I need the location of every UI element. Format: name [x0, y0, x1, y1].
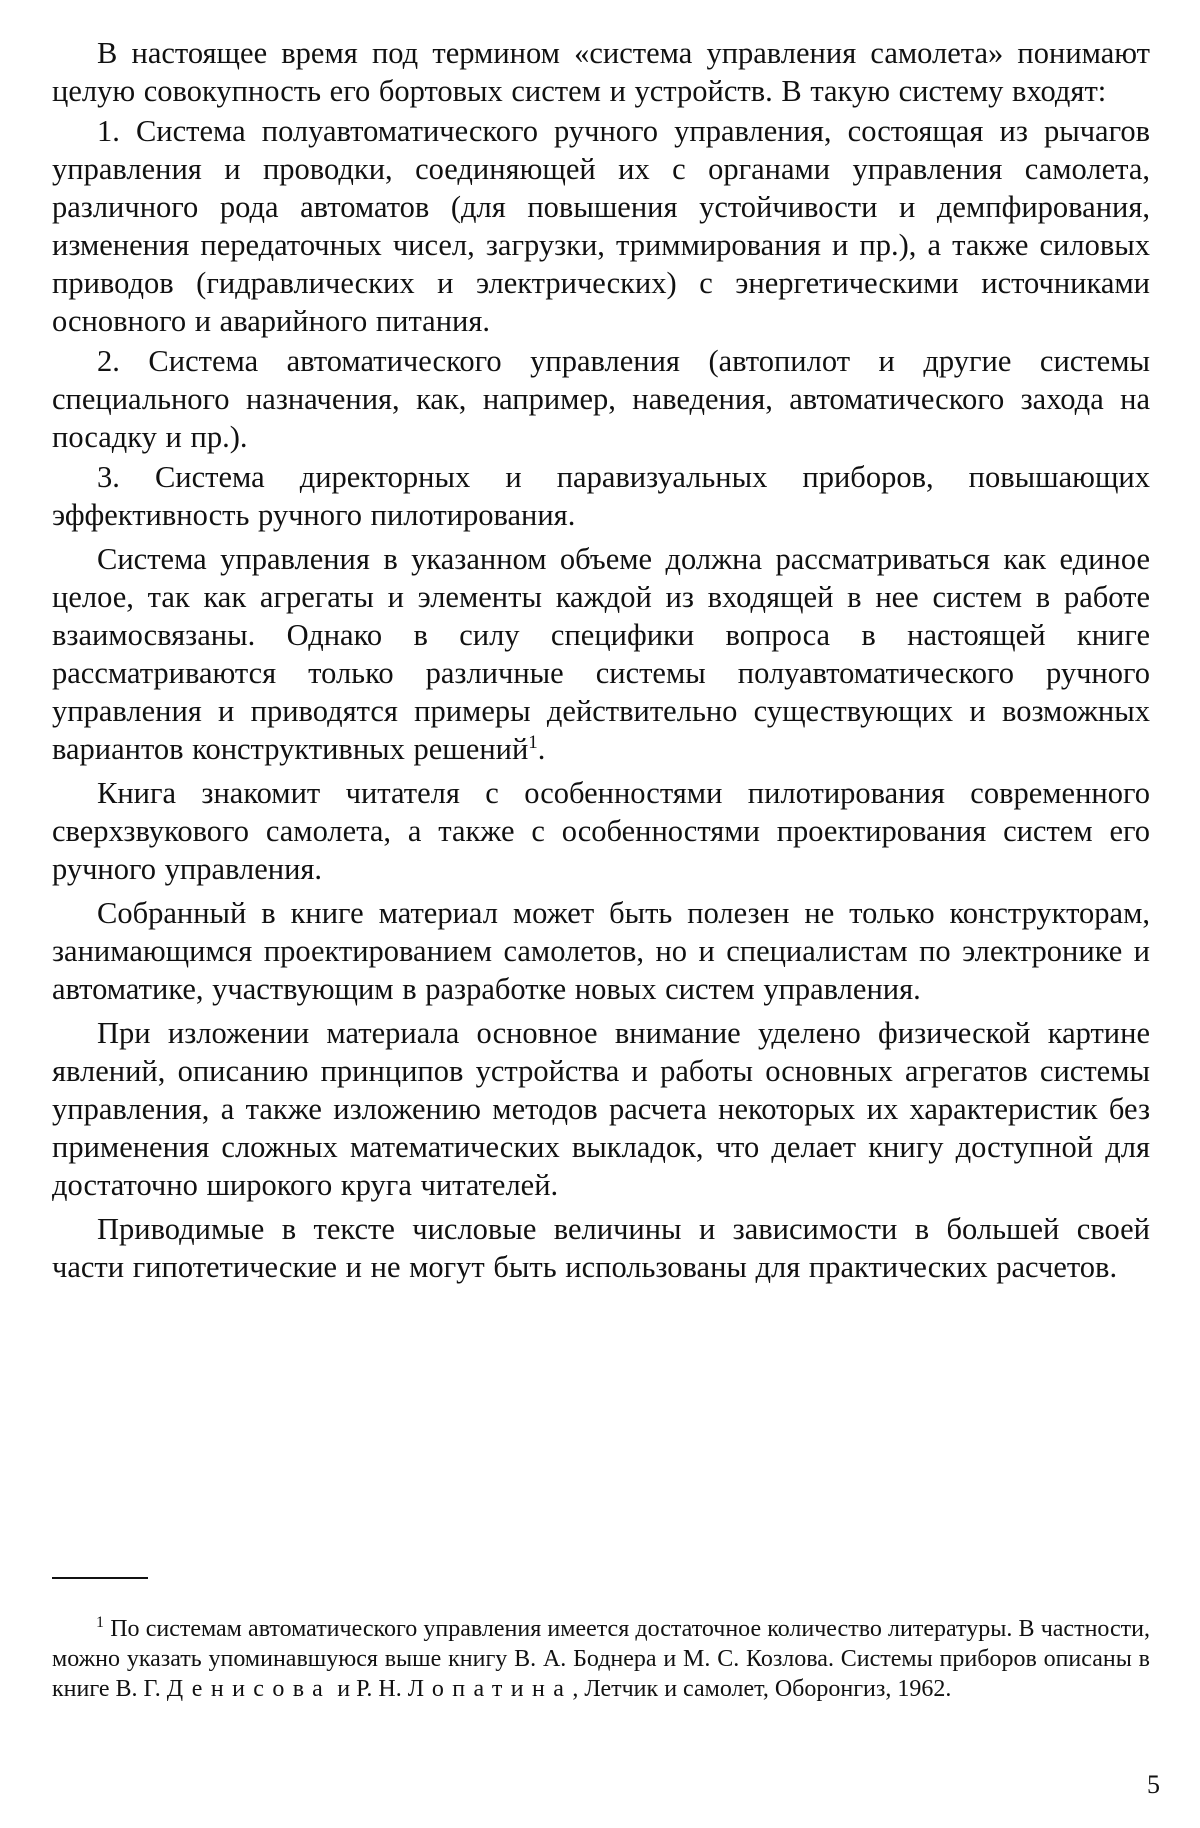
footnote-text-a: По системам автоматического управления имеется достаточное количество литературы. В частности, можно указать упоминавшуюся выше книгу В. А. Боднера и М. С. Козлова. Системы приборов описаны в книге В. Г. — [52, 1616, 1150, 1702]
footnote — [52, 1614, 1150, 1704]
list-item-director-instruments: 3. Система директорных и паравизуальных приборов, повышающих эффективность ручного пилотирования. — [52, 460, 1150, 532]
page-body — [52, 34, 1150, 1286]
paragraph-disclaimer: Приводимые в тексте числовые величины и зависимости в большей своей части гипотетические и не могут быть использованы для практических расчетов. — [52, 1212, 1150, 1284]
footnote-reference: 1 — [528, 731, 538, 753]
paragraph-scope — [52, 540, 1150, 768]
footnote-marker: 1 — [96, 1614, 104, 1631]
footnote-author-1: Денисова — [166, 1676, 332, 1702]
page-number: 5 — [1147, 1770, 1160, 1799]
footnote-text-c: , Летчик и самолет, Оборонгиз, 1962. — [572, 1676, 952, 1702]
paragraph-scope-text: Система управления в указанном объеме должна рассматриваться как единое целое, так как агрегаты и элементы каждой из входящей в нее систем в работе взаимосвязаны. Однако в силу специфики вопроса в настоящей книге рассматриваются только различные системы полуавтоматического ручного управления и приводятся примеры действительно существующих и возможных вариантов конструктивных решений — [52, 542, 1150, 766]
footnote-divider — [52, 1577, 148, 1579]
paragraph-audience: Собранный в книге материал может быть полезен не только конструкторам, занимающимся проектированием самолетов, но и специалистам по электронике и автоматике, участвующим в разработке новых систем управления. — [52, 896, 1150, 1006]
footnote-author-2: Лопатина — [407, 1676, 573, 1702]
footnote-text-b: и Р. Н. — [337, 1676, 402, 1702]
paragraph-scope-end: . — [537, 732, 546, 766]
paragraph-book-purpose: Книга знакомит читателя с особенностями пилотирования современного сверхзвукового самолета, а также с особенностями проектирования систем его ручного управления. — [52, 776, 1150, 886]
list-item-automatic-control: 2. Система автоматического управления (автопилот и другие системы специального назначения, как, например, наведения, автоматического захода на посадку и пр.). — [52, 344, 1150, 454]
intro-paragraph: В настоящее время под термином «система управления самолета» понимают целую совокупность его бортовых систем и устройств. В такую систему входят: — [52, 36, 1150, 108]
list-item-manual-control: 1. Система полуавтоматического ручного управления, состоящая из рычагов управления и проводки, соединяющей их с органами управления самолета, различного рода автоматов (для повышения устойчивости и демпфирования, изменения передаточных чисел, загрузки, триммирования и пр.), а также силовых приводов (гидравлических и электрических) с энергетическими источниками основного и аварийного питания. — [52, 114, 1150, 338]
paragraph-approach: При изложении материала основное внимание уделено физической картине явлений, описанию принципов устройства и работы основных агрегатов системы управления, а также изложению методов расчета некоторых их характеристик без применения сложных математических выкладок, что делает книгу доступной для достаточно широкого круга читателей. — [52, 1016, 1150, 1202]
